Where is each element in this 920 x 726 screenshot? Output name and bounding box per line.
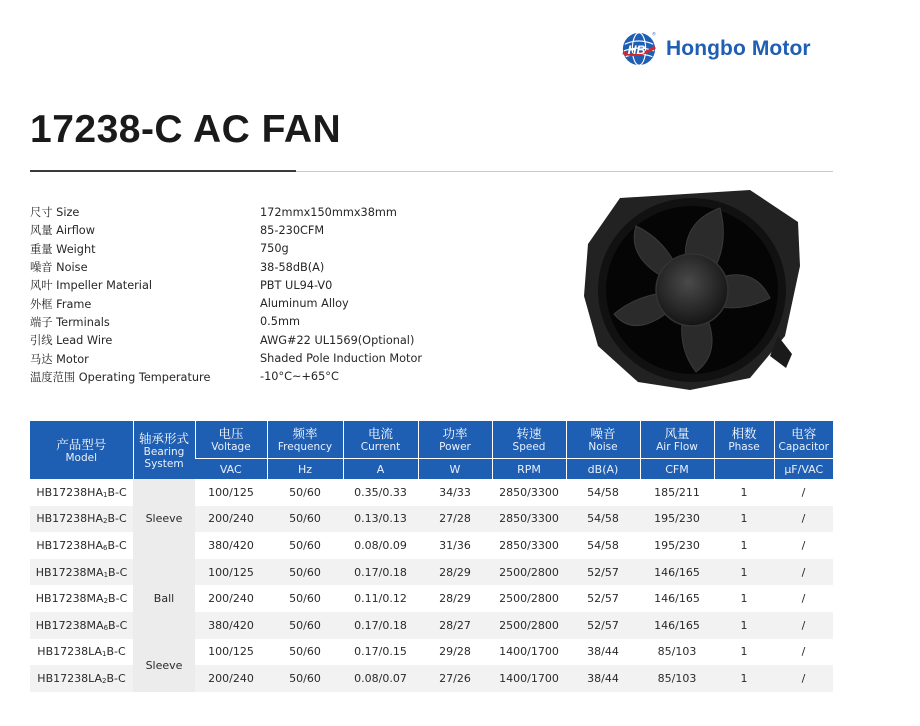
noise-cell: 54/58 (566, 532, 640, 559)
model-voltage-code: 6 (103, 623, 109, 632)
column-header-en: Air Flow (656, 441, 698, 453)
cap-cell: / (774, 532, 833, 559)
airflow-cell: 146/165 (640, 559, 714, 586)
noise-cell: 54/58 (566, 506, 640, 533)
speed-cell: 2500/2800 (492, 612, 566, 639)
phase-cell: 1 (714, 479, 774, 506)
spec-value: 0.5mm (260, 315, 300, 329)
column-unit: μF/VAC (774, 459, 833, 480)
cap-cell: / (774, 612, 833, 639)
speed-cell: 2850/3300 (492, 506, 566, 533)
airflow-cell: 146/165 (640, 585, 714, 612)
airflow-cell: 85/103 (640, 665, 714, 692)
freq-cell: 50/60 (267, 559, 343, 586)
voltage-cell: 200/240 (195, 665, 267, 692)
model-cell (30, 665, 133, 692)
spec-value: AWG#22 UL1569(Optional) (260, 333, 415, 347)
model-suffix: B-C (108, 592, 128, 606)
column-unit: VAC (195, 459, 267, 480)
model-suffix: B-C (107, 538, 127, 552)
model-voltage-code: 2 (102, 517, 108, 526)
voltage-cell: 380/420 (195, 612, 267, 639)
column-header (133, 421, 195, 479)
axial-fan-image-icon (580, 186, 805, 392)
noise-cell: 38/44 (566, 665, 640, 692)
speed-cell: 2850/3300 (492, 479, 566, 506)
speed-cell: 1400/1700 (492, 665, 566, 692)
noise-cell: 52/57 (566, 612, 640, 639)
column-header-cn: 电流 (367, 426, 393, 441)
spec-label: 马达 Motor (30, 352, 89, 366)
airflow-cell: 85/103 (640, 639, 714, 666)
spec-value: Aluminum Alloy (260, 297, 349, 311)
model-prefix: HB17238HA (36, 485, 103, 499)
cap-cell: / (774, 479, 833, 506)
column-header-cn: 频率 (292, 426, 318, 441)
speed-cell: 1400/1700 (492, 639, 566, 666)
spec-label: 噪音 Noise (30, 261, 88, 275)
model-suffix: B-C (108, 565, 128, 579)
noise-cell: 38/44 (566, 639, 640, 666)
model-cell (30, 585, 133, 612)
column-header-en: Voltage (211, 441, 251, 453)
column-header (195, 421, 267, 459)
column-header-en: Speed (512, 441, 546, 453)
column-unit: W (418, 459, 492, 480)
column-header (640, 421, 714, 459)
freq-cell: 50/60 (267, 665, 343, 692)
column-header-cn: 功率 (442, 426, 468, 441)
noise-cell: 52/57 (566, 585, 640, 612)
spec-label: 重量 Weight (30, 242, 96, 256)
cap-cell: / (774, 559, 833, 586)
column-header-cn: 电压 (218, 426, 244, 441)
column-header (30, 421, 133, 479)
spec-label: 端子 Terminals (30, 315, 110, 329)
spec-list (30, 203, 560, 386)
table-row (30, 639, 833, 666)
column-header (418, 421, 492, 459)
column-header (492, 421, 566, 459)
speed-cell: 2500/2800 (492, 559, 566, 586)
brand (620, 30, 811, 68)
column-header-en: Noise (588, 441, 618, 453)
phase-cell: 1 (714, 559, 774, 586)
spec-value: -10°C~+65°C (260, 370, 339, 384)
voltage-cell: 200/240 (195, 506, 267, 533)
column-unit: Hz (267, 459, 343, 480)
spec-label: 风叶 Impeller Material (30, 279, 152, 293)
spec-label: 外框 Frame (30, 297, 92, 311)
model-suffix: B-C (108, 618, 128, 632)
spec-row (30, 240, 560, 258)
voltage-cell: 100/125 (195, 639, 267, 666)
spec-value: 85-230CFM (260, 223, 325, 237)
cap-cell: / (774, 665, 833, 692)
model-prefix: HB17238HA (36, 538, 103, 552)
power-cell: 34/33 (418, 479, 492, 506)
power-cell: 28/29 (418, 585, 492, 612)
power-cell: 27/28 (418, 506, 492, 533)
spec-label: 温度范围 Operating Temperature (30, 370, 211, 384)
spec-row (30, 276, 560, 294)
column-header-en: Phase (728, 441, 760, 453)
model-suffix: B-C (107, 485, 127, 499)
spec-row (30, 221, 560, 239)
spec-row (30, 313, 560, 331)
model-cell (30, 479, 133, 506)
column-header-en: Frequency (277, 441, 333, 453)
column-header-en: Power (439, 441, 471, 453)
freq-cell: 50/60 (267, 639, 343, 666)
spec-value: 172mmx150mmx38mm (260, 205, 397, 219)
model-spec-table (30, 421, 833, 692)
model-voltage-code: 2 (102, 676, 107, 685)
model-prefix: HB17238HA (36, 512, 103, 526)
column-header-cn: 相数 (731, 426, 757, 441)
voltage-cell: 200/240 (195, 585, 267, 612)
column-header-cn: 风量 (664, 426, 690, 441)
model-suffix: B-C (107, 512, 127, 526)
current-cell: 0.08/0.07 (343, 665, 418, 692)
column-header-en: Current (360, 441, 401, 453)
table-row (30, 559, 833, 586)
column-header-cn: 轴承形式 (138, 430, 189, 446)
column-header-cn: 产品型号 (56, 436, 107, 452)
column-unit: RPM (492, 459, 566, 480)
bearing-cell: Sleeve (133, 639, 195, 692)
cap-cell: / (774, 639, 833, 666)
model-voltage-code: 1 (102, 650, 107, 659)
spec-value: 38-58dB(A) (260, 260, 325, 274)
model-prefix: HB17238MA (35, 565, 104, 579)
model-cell (30, 506, 133, 533)
column-header-en: Capacitor (778, 441, 829, 453)
model-prefix: HB17238LA (37, 645, 103, 659)
model-cell (30, 532, 133, 559)
current-cell: 0.35/0.33 (343, 479, 418, 506)
spec-value: PBT UL94-V0 (260, 278, 333, 292)
cap-cell: / (774, 506, 833, 533)
freq-cell: 50/60 (267, 532, 343, 559)
table-row (30, 479, 833, 506)
column-header (714, 421, 774, 459)
spec-row (30, 203, 560, 221)
spec-label: 引线 Lead Wire (30, 334, 113, 348)
noise-cell: 54/58 (566, 479, 640, 506)
model-voltage-code: 2 (103, 597, 109, 606)
speed-cell: 2500/2800 (492, 585, 566, 612)
phase-cell: 1 (714, 585, 774, 612)
spec-row (30, 331, 560, 349)
phase-cell: 1 (714, 639, 774, 666)
power-cell: 31/36 (418, 532, 492, 559)
model-voltage-code: 1 (102, 490, 108, 499)
power-cell: 28/29 (418, 559, 492, 586)
column-header-cn: 噪音 (590, 426, 616, 441)
svg-text:HB: HB (627, 42, 646, 57)
airflow-cell: 185/211 (640, 479, 714, 506)
bearing-cell: Ball (133, 559, 195, 639)
speed-cell: 2850/3300 (492, 532, 566, 559)
column-header (343, 421, 418, 459)
phase-cell: 1 (714, 532, 774, 559)
phase-cell: 1 (714, 506, 774, 533)
bearing-cell: Sleeve (133, 479, 195, 559)
current-cell: 0.17/0.15 (343, 639, 418, 666)
model-prefix: HB17238MA (35, 592, 104, 606)
current-cell: 0.08/0.09 (343, 532, 418, 559)
page-title: 17238-C AC FAN (30, 108, 342, 151)
freq-cell: 50/60 (267, 585, 343, 612)
hongbo-globe-logo-icon (620, 30, 658, 68)
model-suffix: B-C (106, 645, 126, 659)
model-voltage-code: 1 (103, 570, 109, 579)
phase-cell: 1 (714, 612, 774, 639)
power-cell: 27/26 (418, 665, 492, 692)
model-prefix: HB17238LA (37, 671, 103, 685)
spec-value: 750g (260, 242, 289, 256)
voltage-cell: 100/125 (195, 559, 267, 586)
voltage-cell: 100/125 (195, 479, 267, 506)
spec-label: 风量 Airflow (30, 224, 95, 238)
spec-row (30, 368, 560, 386)
airflow-cell: 195/230 (640, 506, 714, 533)
spec-value: Shaded Pole Induction Motor (260, 352, 423, 366)
voltage-cell: 380/420 (195, 532, 267, 559)
model-cell (30, 639, 133, 666)
column-unit: A (343, 459, 418, 480)
column-header-en: Model (65, 451, 98, 464)
title-divider-accent (30, 170, 296, 172)
brand-name: Hongbo Motor (666, 37, 811, 60)
freq-cell: 50/60 (267, 479, 343, 506)
airflow-cell: 195/230 (640, 532, 714, 559)
model-prefix: HB17238MA (35, 618, 104, 632)
airflow-cell: 146/165 (640, 612, 714, 639)
model-cell (30, 612, 133, 639)
column-header-cn: 电容 (791, 426, 817, 441)
svg-text:®: ® (652, 32, 656, 38)
model-suffix: B-C (106, 671, 126, 685)
spec-row (30, 258, 560, 276)
model-voltage-code: 6 (102, 543, 108, 552)
current-cell: 0.13/0.13 (343, 506, 418, 533)
model-cell (30, 559, 133, 586)
column-header (774, 421, 833, 459)
cap-cell: / (774, 585, 833, 612)
spec-label: 尺寸 Size (30, 206, 80, 220)
column-header (267, 421, 343, 459)
current-cell: 0.17/0.18 (343, 559, 418, 586)
freq-cell: 50/60 (267, 506, 343, 533)
column-header-en: Bearing System (143, 445, 185, 470)
current-cell: 0.11/0.12 (343, 585, 418, 612)
column-unit (714, 459, 774, 480)
phase-cell: 1 (714, 665, 774, 692)
power-cell: 28/27 (418, 612, 492, 639)
current-cell: 0.17/0.18 (343, 612, 418, 639)
spec-row (30, 294, 560, 312)
column-header-cn: 转速 (516, 426, 542, 441)
power-cell: 29/28 (418, 639, 492, 666)
column-unit: CFM (640, 459, 714, 480)
noise-cell: 52/57 (566, 559, 640, 586)
column-unit: dB(A) (566, 459, 640, 480)
freq-cell: 50/60 (267, 612, 343, 639)
column-header (566, 421, 640, 459)
spec-row (30, 349, 560, 367)
